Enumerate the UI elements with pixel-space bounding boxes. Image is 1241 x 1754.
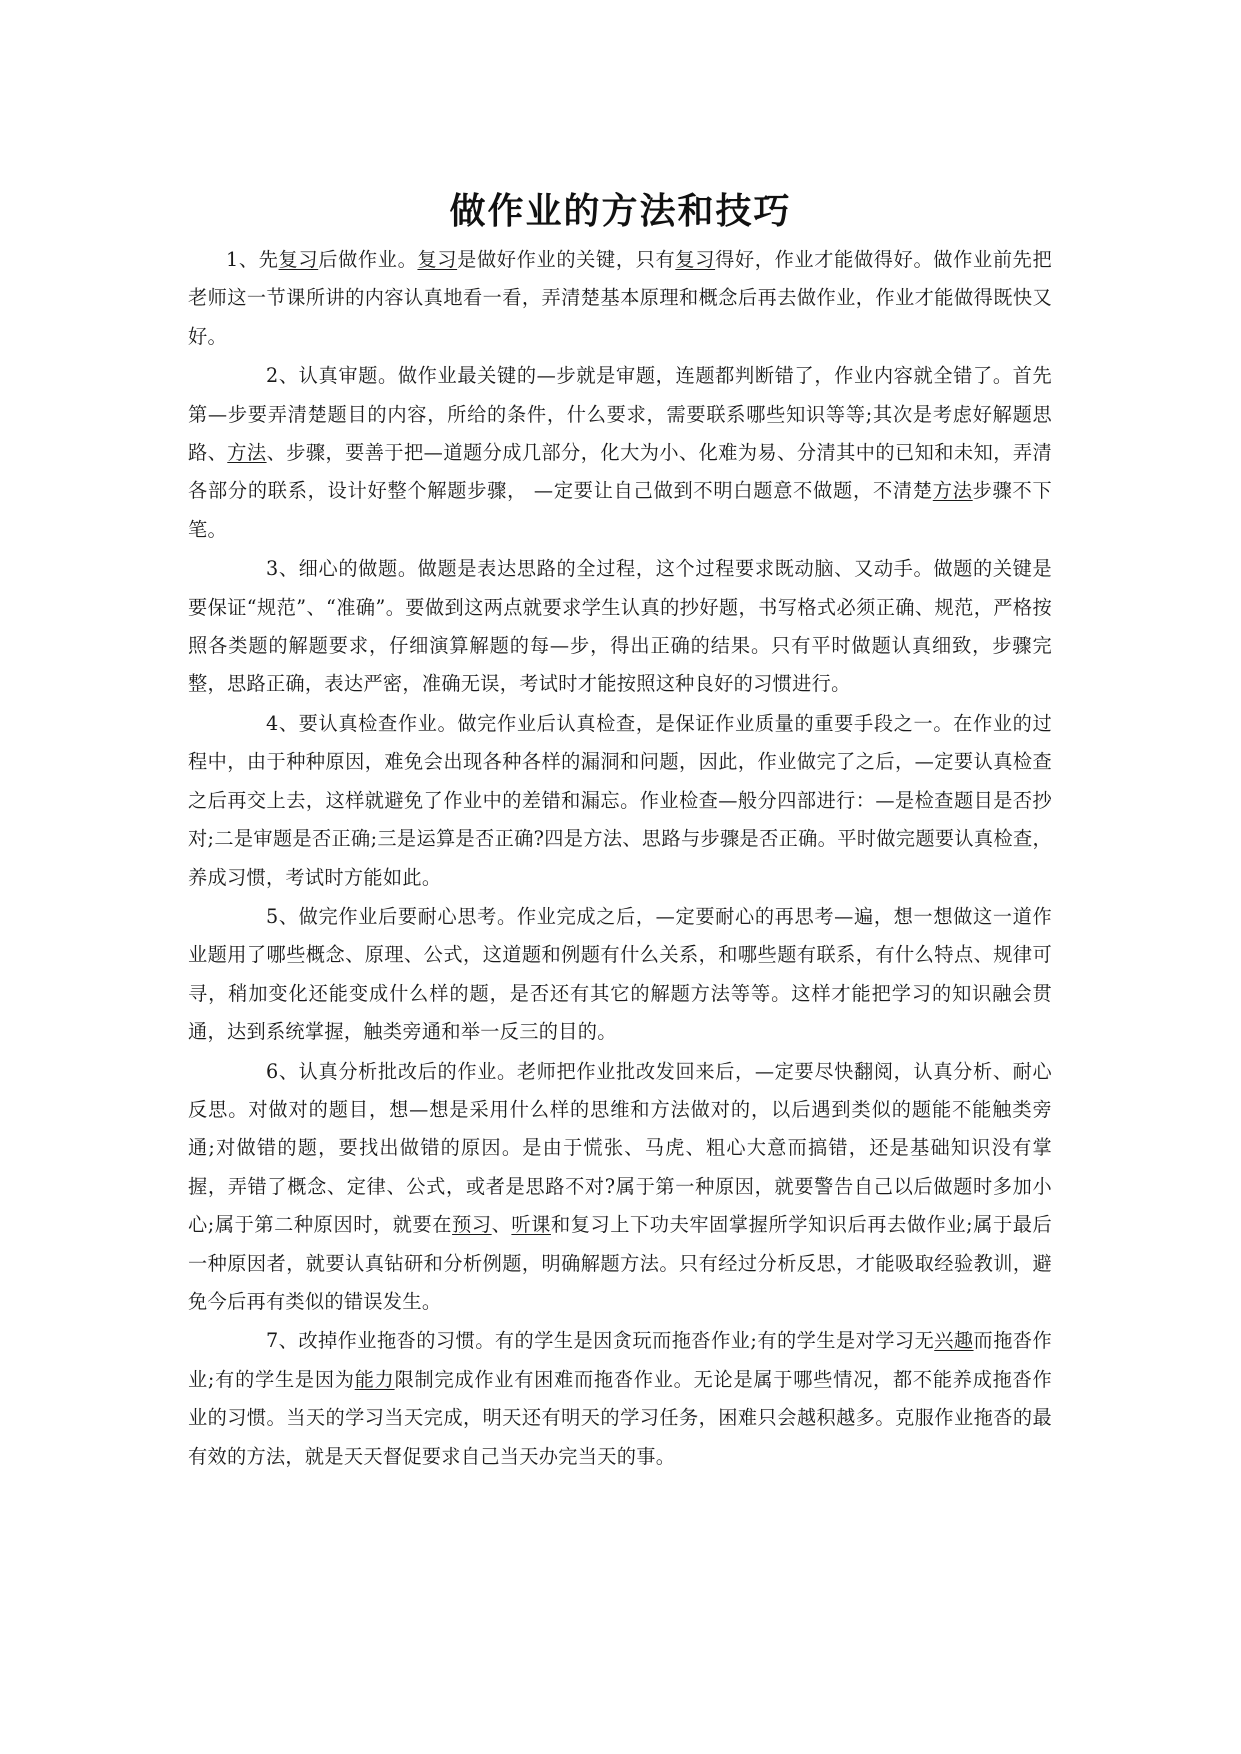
paragraph-2 — [188, 357, 1052, 549]
inline-link[interactable]: 复习 — [417, 248, 458, 271]
text-run: 4、要认真检查作业。做完作业后认真检查，是保证作业质量的重要手段之一。在作业的过程中，由于种种原因，难免会出现各种各样的漏洞和问题，因此，作业做完了之后，—定要认真检查之后再交上去，这样就避免了作业中的差错和漏忘。作业检查—般分四部进行：—是检查题目是否抄对;二是审题是否正确;三是运算是否正确?四是方法、思路与步骤是否正确。平时做完题要认真检查，养成习惯，考试时方能如此。 — [188, 711, 1052, 889]
inline-link[interactable]: 复习 — [675, 248, 716, 271]
inline-link[interactable]: 预习 — [452, 1213, 492, 1237]
text-run: 1、先 — [226, 248, 279, 271]
paragraph-7 — [188, 1322, 1052, 1476]
text-run: 后做作业。 — [318, 248, 418, 271]
text-run: 5、做完作业后要耐心思考。作业完成之后，—定要耐心的再思考—遍，想一想做这一道作业题用了哪些概念、原理、公式，这道题和例题有什么关系，和哪些题有联系，有什么特点、规律可寻，稍加变化还能变成什么样的题，是否还有其它的解题方法等等。这样才能把学习的知识融会贯通，达到系统掌握，触类旁通和举一反三的目的。 — [188, 904, 1052, 1044]
paragraph-1 — [188, 241, 1052, 356]
text-run: 、步骤，要善于把—道题分成几部分，化大为小、化难为易、分清其中的已知和未知，弄清各部分的联系，设计好整个解题步骤， —定要让自己做到不明白题意不做题，不清楚 — [188, 441, 1052, 503]
text-run: 和复习上下功夫牢固掌握所学知识后再去做作业;属于最后一种原因者，就要认真钻研和分析例题，明确解题方法。只有经过分析反思，才能吸取经验教训，避免今后再有类似的错误发生。 — [188, 1213, 1052, 1313]
text-run: 、 — [491, 1213, 512, 1237]
text-run: 得好，作业才能做得好。做作业前先把老师这一节课所讲的内容认真地看一看，弄清楚基本原理和概念后再去做作业，作业才能做得既快又好。 — [188, 248, 1052, 348]
inline-link[interactable]: 方法 — [227, 441, 267, 465]
paragraph-6 — [188, 1053, 1052, 1322]
text-run: 步骤不下笔。 — [188, 479, 1052, 541]
document-body — [188, 241, 1052, 1477]
text-run: 7、改掉作业拖沓的习惯。有的学生是因贪玩而拖沓作业;有的学生是对学习无 — [266, 1329, 935, 1353]
inline-link[interactable]: 听课 — [511, 1213, 551, 1237]
paragraph-4 — [188, 705, 1052, 897]
text-run: 限制完成作业有困难而拖沓作业。无论是属于哪些情况，都不能养成拖沓作业的习惯。当天的学习当天完成，明天还有明天的学习任务，困难只会越积越多。克服作业拖沓的最有效的方法，就是天天督促要求自己当天办完当天的事。 — [188, 1367, 1052, 1468]
inline-link[interactable]: 能力 — [354, 1367, 395, 1391]
text-run: 2、认真审题。做作业最关键的—步就是审题，连题都判断错了，作业内容就全错了。首先第—步要弄清楚题目的内容，所给的条件，什么要求，需要联系哪些知识等等;其次是考虑好解题思路、 — [188, 364, 1052, 465]
inline-link[interactable]: 方法 — [932, 479, 973, 503]
inline-link[interactable]: 复习 — [278, 248, 319, 271]
text-run: 而拖沓作业;有的学生是因为 — [188, 1329, 1052, 1391]
text-run: 6、认真分析批改后的作业。老师把作业批改发回来后，—定要尽快翻阅，认真分析、耐心反思。对做对的题目，想—想是采用什么样的思维和方法做对的，以后遇到类似的题能不能触类旁通;对做错的题，要找出做错的原因。是由于慌张、马虎、粗心大意而搞错，还是基础知识没有掌握，弄错了概念、定律、公式，或者是思路不对?属于第一种原因，就要警告自己以后做题时多加小心;属于第二种原因时，就要在 — [188, 1059, 1052, 1237]
text-run: 是做好作业的关键，只有 — [457, 248, 676, 271]
paragraph-5 — [188, 898, 1052, 1052]
text-run: 3、细心的做题。做题是表达思路的全过程，这个过程要求既动脑、又动手。做题的关键是要保证“规范”、“准确”。要做到这两点就要求学生认真的抄好题，书写格式必须正确、规范，严格按照各类题的解题要求，仔细演算解题的每—步，得出正确的结果。只有平时做题认真细致，步骤完整，思路正确，表达严密，准确无误，考试时才能按照这种良好的习惯进行。 — [188, 557, 1052, 696]
document-title: 做作业的方法和技巧 — [449, 191, 792, 232]
paragraph-3 — [188, 550, 1052, 704]
inline-link[interactable]: 兴趣 — [934, 1329, 974, 1353]
